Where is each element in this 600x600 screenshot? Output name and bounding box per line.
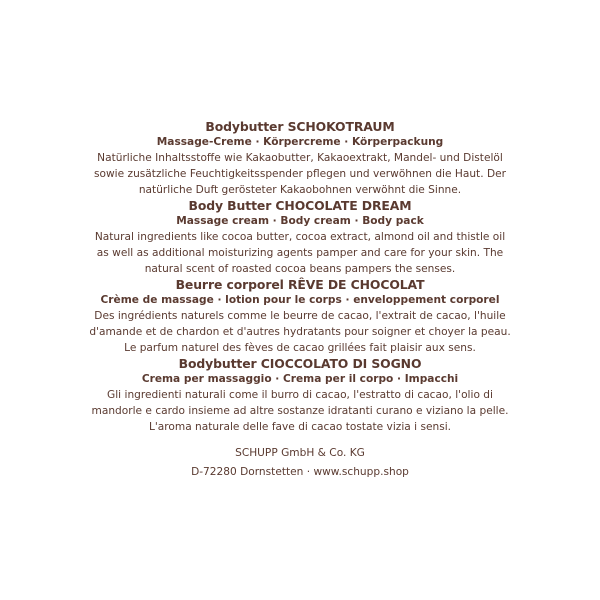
description-line: mandorle e cardo insieme ad altre sostanze idratanti curano e viziano la pelle.: [91, 405, 509, 417]
description-line: natürliche Duft gerösteter Kakaobohnen verwöhnt die Sinne.: [138, 184, 462, 196]
section-german: [0, 119, 600, 198]
description-line: as well as additional moisturizing agents pamper and care for your skin. The: [96, 247, 504, 259]
description-line: Le parfum naturel des fèves de cacao grillées fait plaisir aux sens.: [124, 342, 476, 354]
product-title-it: Bodybutter CIOCCOLATO DI SOGNO: [178, 356, 422, 371]
description-line: Gli ingredienti naturali come il burro di cacao, l'estratto di cacao, l'olio di: [107, 389, 493, 401]
description-line: L'aroma naturale delle fave di cacao tostate vizia i sensi.: [148, 421, 452, 433]
product-title-de: Bodybutter SCHOKOTRAUM: [205, 119, 395, 134]
product-uses-en: Massage cream · Body cream · Body pack: [176, 215, 424, 227]
description-line: sowie zusätzliche Feuchtigkeitsspender pflegen und verwöhnen die Haut. Der: [94, 168, 506, 180]
product-title-fr: Beurre corporel RÊVE DE CHOCOLAT: [175, 277, 425, 292]
description-fr: [0, 308, 600, 356]
product-label: [0, 119, 600, 482]
section-french: [0, 277, 600, 356]
description-line: natural scent of roasted cocoa beans pampers the senses.: [144, 263, 456, 275]
section-english: [0, 198, 600, 277]
description-line: Natural ingredients like cocoa butter, cocoa extract, almond oil and thistle oil: [94, 231, 506, 243]
product-uses-fr: Crème de massage · lotion pour le corps · enveloppement corporel: [100, 294, 500, 306]
company-address: D-72280 Dornstetten · www.schupp.shop: [191, 466, 409, 478]
description-line: d'amande et de chardon et d'autres hydratants pour soigner et choyer la peau.: [89, 326, 511, 338]
product-uses-de: Massage-Creme · Körpercreme · Körperpackung: [156, 136, 444, 148]
product-uses-it: Crema per massaggio · Crema per il corpo · Impacchi: [141, 373, 459, 385]
description-it: [0, 387, 600, 435]
description-en: [0, 229, 600, 277]
company-name: SCHUPP GmbH & Co. KG: [235, 447, 365, 459]
description-line: Natürliche Inhaltsstoffe wie Kakaobutter, Kakaoextrakt, Mandel- und Distelöl: [97, 152, 503, 164]
description-de: [0, 150, 600, 198]
description-line: Des ingrédients naturels comme le beurre de cacao, l'extrait de cacao, l'huile: [94, 310, 506, 322]
company-info: [0, 444, 600, 482]
section-italian: [0, 356, 600, 435]
product-title-en: Body Butter CHOCOLATE DREAM: [188, 198, 412, 213]
